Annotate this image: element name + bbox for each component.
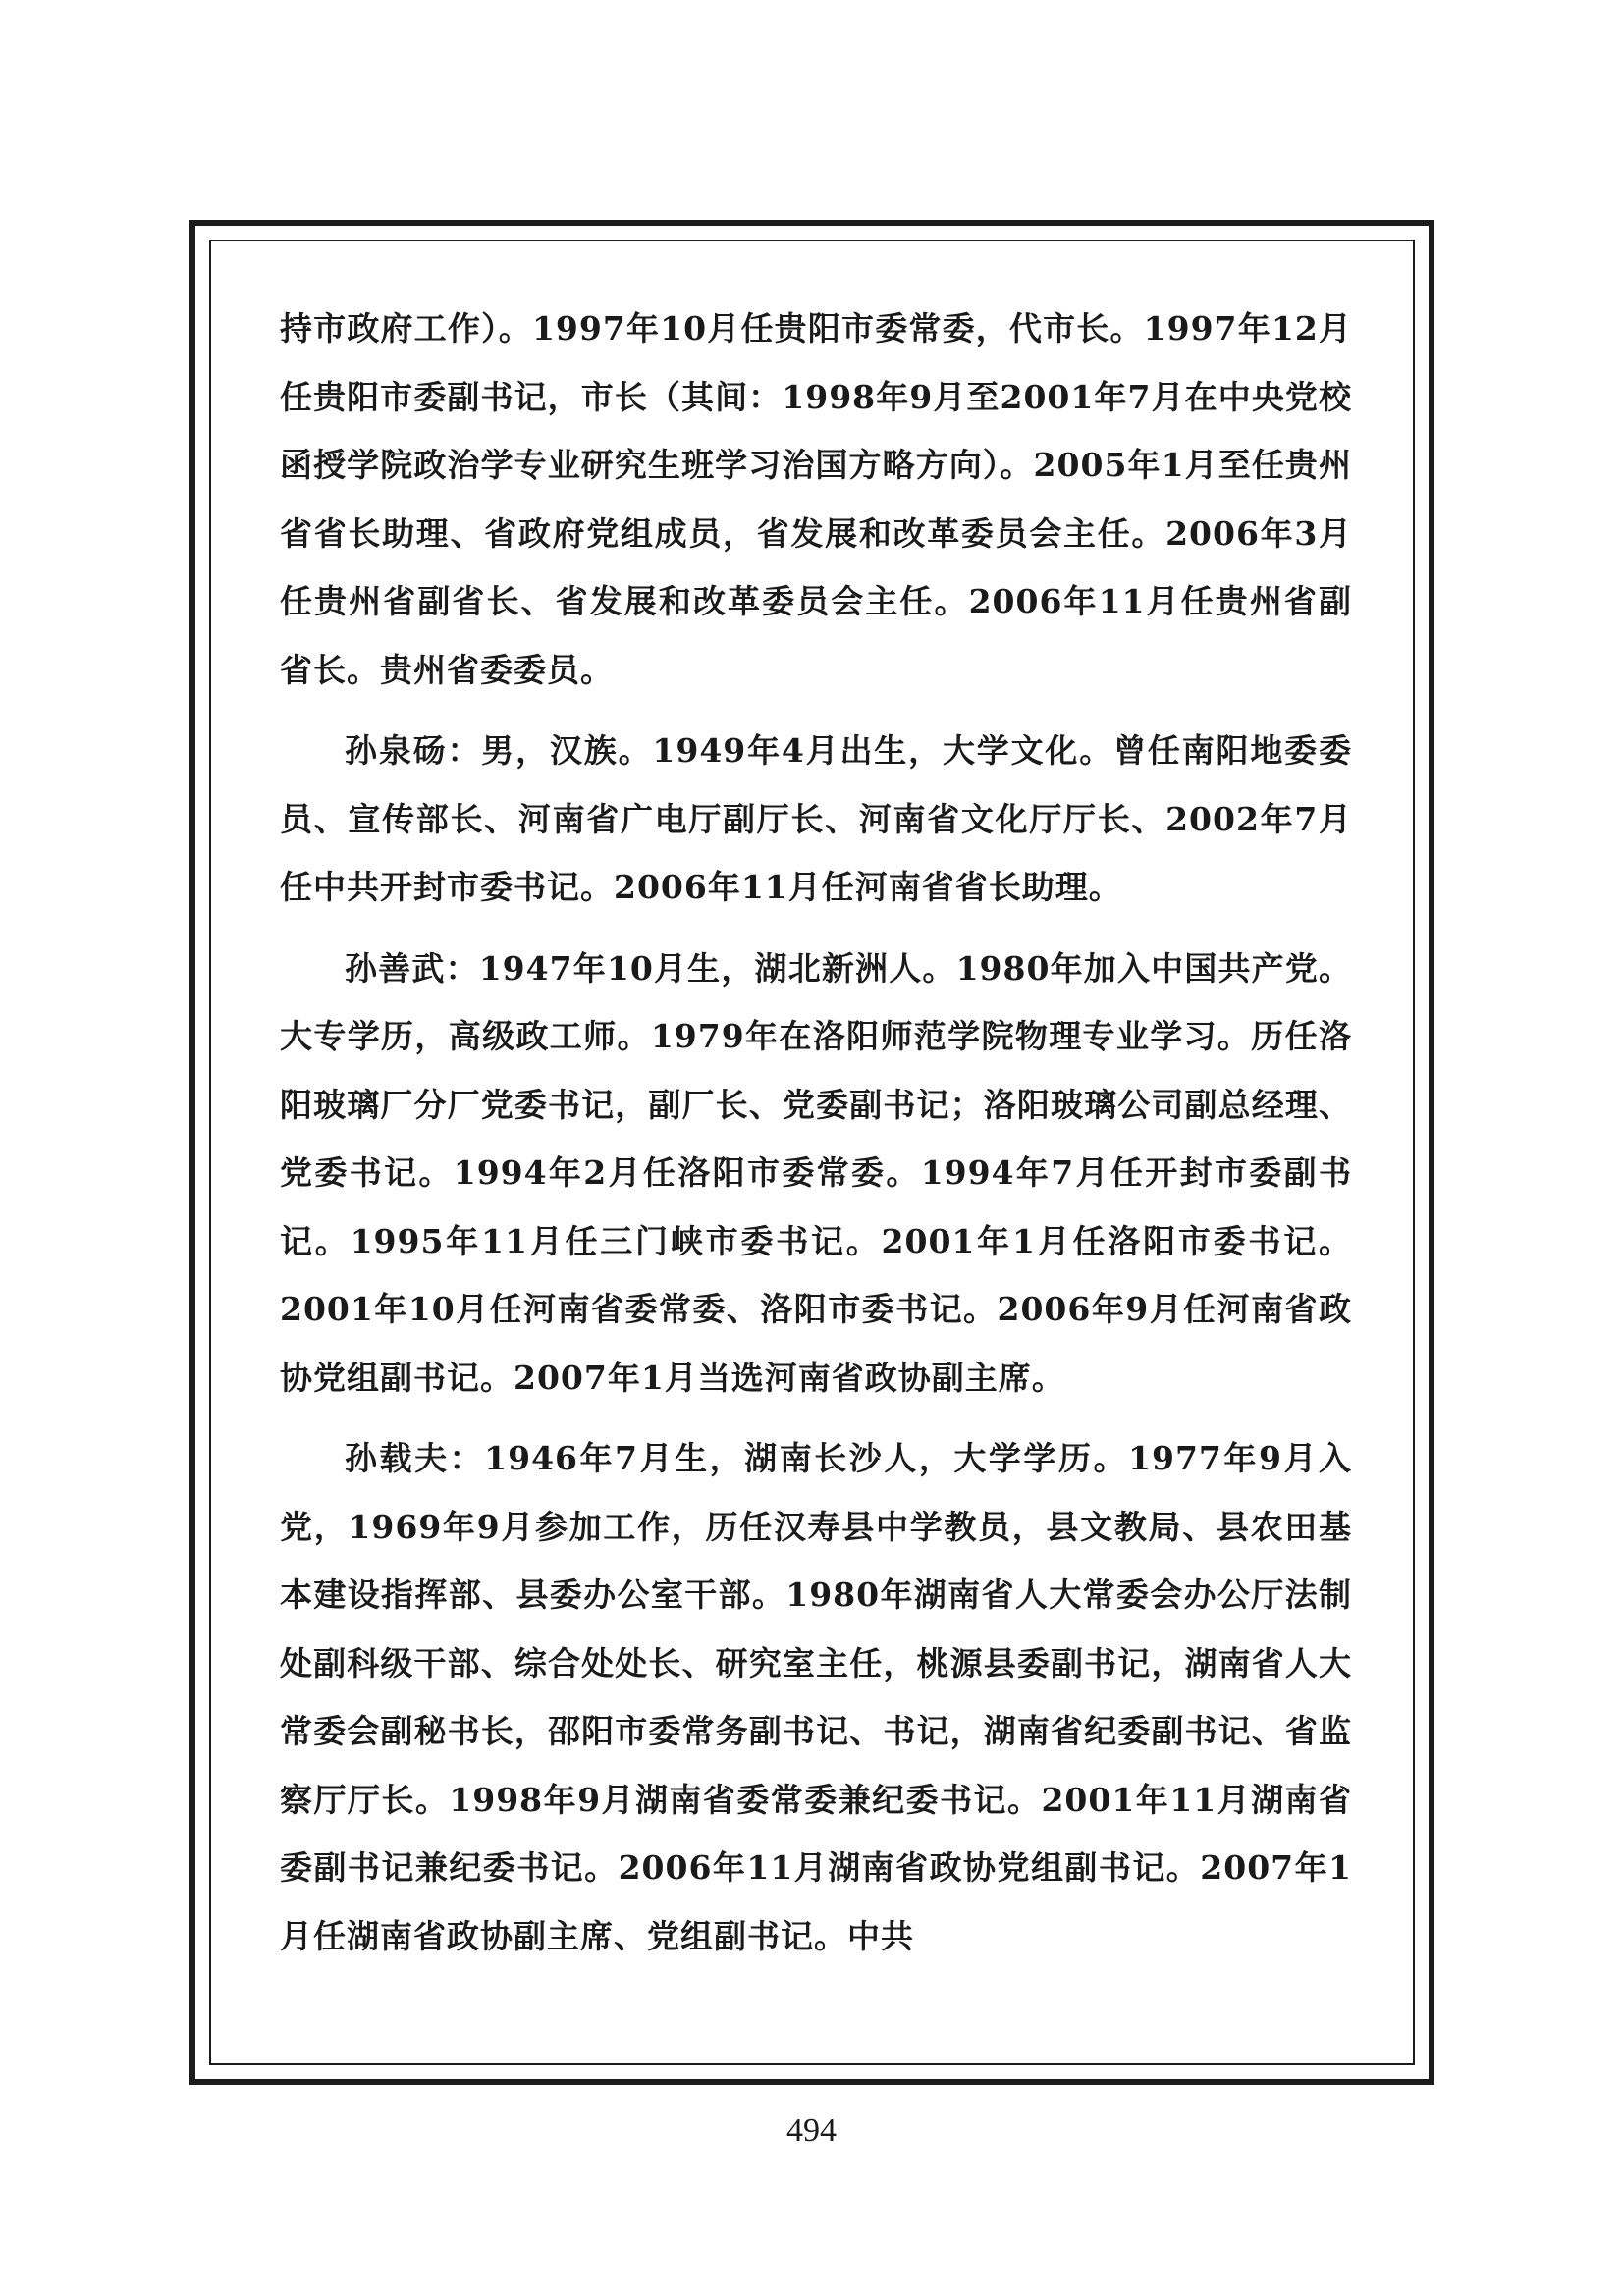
paragraph-continuation: 持市政府工作）。1997年10月任贵阳市委常委，代市长。1997年12月任贵阳市委副书记，市长（其间：1998年9月至2001年7月在中央党校函授学院政治学专业研究生班学习治国方略方向）。2005年1月至任贵州省省长助理、省政府党组成员，省发展和改革委员会主任。2006年3月任贵州省副省长、省发展和改革委员会主任。2006年11月任贵州省副省长。贵州省委委员。	[280, 309, 1352, 689]
paragraph-sun-zaifu: 孙载夫：1946年7月生，湖南长沙人，大学学历。1977年9月入党，1969年9月参加工作，历任汉寿县中学教员，县文教局、县农田基本建设指挥部、县委办公室干部。1980年湖南省人大常委会办公厅法制处副科级干部、综合处处长、研究室主任，桃源县委副书记，湖南省人大常委会副秘书长，邵阳市委常务副书记、书记，湖南省纪委副书记、省监察厅厅长。1998年9月湖南省委常委兼纪委书记。2001年11月湖南省委副书记兼纪委书记。2006年11月湖南省政协党组副书记。2007年1月任湖南省政协副主席、党组副书记。中共	[280, 1439, 1352, 1955]
body-text	[280, 294, 1352, 1970]
paragraph-sun-shanwu: 孙善武：1947年10月生，湖北新洲人。1980年加入中国共产党。大专学历，高级政工师。1979年在洛阳师范学院物理专业学习。历任洛阳玻璃厂分厂党委书记，副厂长、党委副书记；洛阳玻璃公司副总经理、党委书记。1994年2月任洛阳市委常委。1994年7月任开封市委副书记。1995年11月任三门峡市委书记。2001年1月任洛阳市委书记。2001年10月任河南省委常委、洛阳市委书记。2006年9月任河南省政协党组副书记。2007年1月当选河南省政协副主席。	[280, 948, 1352, 1397]
page-number: 494	[786, 2112, 837, 2149]
paragraph-sun-quandang: 孙泉砀：男，汉族。1949年4月出生，大学文化。曾任南阳地委委员、宣传部长、河南省广电厅副厅长、河南省文化厅厅长、2002年7月任中共开封市委书记。2006年11月任河南省省长助理。	[280, 731, 1352, 906]
